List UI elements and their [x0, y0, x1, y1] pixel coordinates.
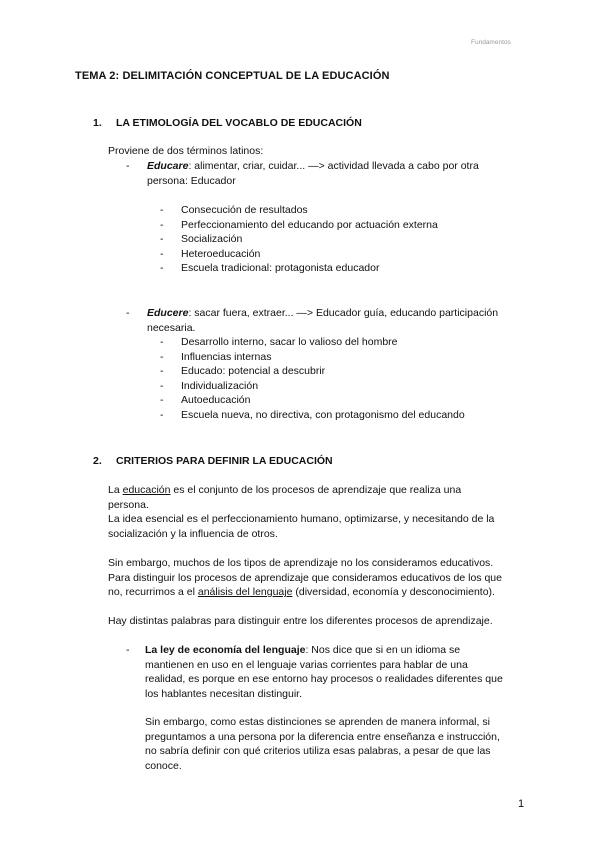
educare-block — [126, 159, 547, 188]
section-2-paragraph-3: Sin embargo, muchos de los tipos de aprendizaje no los consideramos educativos. Para distinguir los procesos de aprendizaje que consideramos educativos de los que no, recurrimos a el análisis del lenguaje (diversidad, economía y desconocimiento). — [108, 557, 502, 599]
educacion-link[interactable]: educación — [122, 484, 171, 496]
law-block: - La ley de economía del lenguaje: Nos dice que si en un idioma se mantienen en uso en el lenguaje varias corrientes para hablar de una realidad, es porque en ese entorno hay procesos o realidades diferentes que los hablantes necesitan distinguir. — [126, 644, 503, 700]
law-term: La ley de economía del lenguaje — [145, 644, 306, 656]
dash-bullet: - — [126, 644, 130, 656]
list-item: - Heteroeducación — [160, 247, 261, 260]
dash-bullet: - — [126, 307, 130, 319]
list-item: - Educado: potencial a descubrir — [160, 365, 326, 378]
educere-term: Educere — [147, 307, 189, 319]
educere-line-2: necesaria. — [147, 321, 196, 334]
dash-bullet: - — [126, 160, 130, 172]
list-item: - Autoeducación — [160, 394, 251, 407]
section-2-paragraph-4: Hay distintas palabras para distinguir entre los diferentes procesos de aprendizaje. — [108, 615, 493, 627]
educare-definition: : alimentar, criar, cuidar... —> actividad llevada a cabo por otra — [188, 160, 479, 172]
list-item: - Escuela tradicional: protagonista educador — [160, 262, 380, 275]
section-1-title: LA ETIMOLOGÍA DEL VOCABLO DE EDUCACIÓN — [116, 117, 362, 129]
section-2-heading — [93, 455, 333, 467]
list-item: - Consecución de resultados — [160, 204, 308, 216]
list-item: - Influencias internas — [160, 350, 272, 363]
document-title: TEMA 2: DELIMITACIÓN CONCEPTUAL DE LA EDUCACIÓN — [75, 70, 390, 82]
section-1-heading — [93, 117, 362, 129]
list-item: - Desarrollo interno, sacar lo valioso del hombre — [160, 336, 398, 348]
list-item: - Perfeccionamiento del educando por actuación externa — [160, 218, 438, 231]
educere-definition: : sacar fuera, extraer... —> Educador guía, educando participación — [188, 307, 499, 319]
section-2-number: 2. — [93, 455, 102, 467]
law-paragraph-2: Sin embargo, como estas distinciones se aprenden de manera informal, si preguntamos a una persona por la diferencia entre enseñanza e instrucción, no sabría definir con qué criterios utiliza esas palabras, a pesar de que las conoce. — [145, 716, 500, 772]
educare-line-2: persona: Educador — [147, 174, 236, 187]
list-item: - Socialización — [160, 233, 243, 246]
section-1-intro: Proviene de dos términos latinos: — [108, 145, 264, 157]
educare-list — [160, 203, 540, 276]
educere-list — [160, 335, 540, 423]
educare-line-1 — [147, 159, 547, 174]
educare-term: Educare — [147, 160, 189, 172]
educere-line-1 — [147, 306, 557, 321]
educere-block — [126, 306, 557, 335]
analisis-lenguaje-link[interactable]: análisis del lenguaje — [197, 586, 293, 599]
section-1-number: 1. — [93, 117, 102, 129]
page-number: 1 — [518, 798, 525, 810]
running-header: Fundamentos — [471, 39, 511, 46]
section-2-paragraph-1: La educación es el conjunto de los procesos de aprendizaje que realiza una persona. La idea esencial es el perfeccionamiento humano, optimizarse, y necesitando de la socialización y la influencia de otros. — [108, 484, 495, 540]
section-2-title: CRITERIOS PARA DEFINIR LA EDUCACIÓN — [116, 455, 333, 467]
list-item: - Individualización — [160, 379, 259, 392]
list-item: - Escuela nueva, no directiva, con protagonismo del educando — [160, 408, 465, 421]
